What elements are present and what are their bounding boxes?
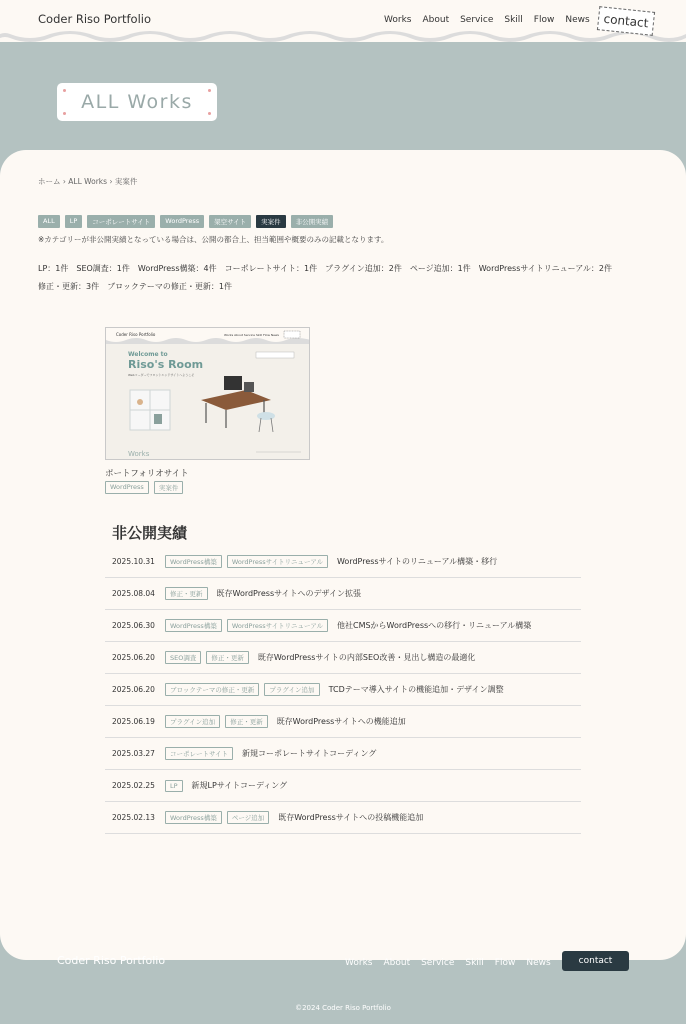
copyright: ©2024 Coder Riso Portfolio: [295, 1004, 391, 1012]
row-tag: ブロックテーマの修正・更新: [165, 683, 259, 696]
private-work-row: [105, 706, 581, 738]
row-date: 2025.06.20: [112, 653, 155, 662]
nav-item-flow[interactable]: Flow: [533, 15, 555, 25]
row-date: 2025.03.27: [112, 749, 155, 758]
row-tag: 修正・更新: [225, 715, 268, 728]
private-works-heading: 非公開実績: [112, 524, 188, 542]
private-work-row: [105, 738, 581, 770]
row-tag: 修正・更新: [206, 651, 249, 664]
footer-nav-skill[interactable]: Skill: [465, 958, 484, 968]
decor-dot: [208, 112, 211, 115]
category-tag-wordpress[interactable]: WordPress: [160, 215, 204, 228]
breadcrumb: [38, 176, 137, 187]
footer-nav-news[interactable]: News: [526, 958, 551, 968]
category-tag-fictional[interactable]: 架空サイト: [209, 215, 251, 228]
row-description: 既存WordPressサイトへの投稿機能追加: [278, 813, 424, 822]
row-tag: WordPressサイトリニューアル: [227, 619, 328, 632]
work-thumbnail-image: [106, 328, 310, 460]
row-tag: コーポレートサイト: [165, 747, 233, 760]
row-tag: 修正・更新: [165, 587, 208, 600]
private-work-row: [105, 674, 581, 706]
row-tag: ページ追加: [227, 811, 269, 824]
private-work-row: [105, 578, 581, 610]
row-description: 新規コーポレートサイトコーディング: [242, 749, 377, 758]
category-note: ※カテゴリーが非公開実績となっている場合は、公開の都合上、担当範囲や概要のみの記載となります。: [38, 235, 389, 244]
header-wave-divider: [0, 30, 686, 50]
work-title[interactable]: ポートフォリオサイト: [105, 469, 189, 479]
thumb-logo: Coder Riso Portfolio: [116, 332, 156, 337]
row-description: WordPressサイトのリニューアル構築・移行: [336, 557, 498, 566]
thumb-welcome: Welcome to: [128, 351, 168, 358]
breadcrumb-works[interactable]: ALL Works: [68, 177, 108, 186]
decor-dot: [63, 112, 66, 115]
row-tag: プラグイン追加: [264, 683, 319, 696]
nav-item-skill[interactable]: Skill: [504, 15, 523, 25]
row-tag: LP: [165, 780, 183, 792]
nav-item-about[interactable]: About: [422, 15, 450, 25]
header-contact-button[interactable]: contact: [597, 6, 655, 36]
footer-logo[interactable]: Coder Riso Portfolio: [57, 954, 166, 967]
chevron-right-icon: ›: [109, 177, 115, 186]
main-nav: [384, 15, 601, 25]
category-tag-lp[interactable]: LP: [65, 215, 83, 228]
row-description: 新規LPサイトコーディング: [191, 781, 288, 790]
nav-item-news[interactable]: News: [565, 15, 590, 25]
row-tag: WordPress構築: [165, 619, 222, 632]
work-tags: [105, 481, 183, 494]
thumb-room: Riso's Room: [128, 358, 204, 371]
row-date: 2025.06.20: [112, 685, 155, 694]
breadcrumb-home[interactable]: ホーム: [38, 177, 61, 186]
row-tag: WordPress構築: [165, 811, 222, 824]
site-logo[interactable]: Coder Riso Portfolio: [38, 12, 152, 26]
footer-nav-service[interactable]: Service: [421, 958, 455, 968]
svg-text:Works About Service Skill Flow: Works About Service Skill Flow News: [224, 333, 279, 337]
work-thumbnail[interactable]: [105, 327, 310, 460]
category-tag-private[interactable]: 非公開実績: [291, 215, 334, 228]
row-tag: SEO調査: [165, 651, 201, 664]
private-work-row: [105, 770, 581, 802]
thumb-sub: Webコーダーでフロントエンドサイトへようこそ: [128, 373, 195, 377]
page-title-text: ALL Works: [81, 91, 193, 113]
private-work-row: [105, 642, 581, 674]
row-description: 既存WordPressサイトの内部SEO改善・見出し構造の最適化: [257, 653, 476, 662]
footer-nav: [345, 958, 562, 968]
private-work-row: [105, 546, 581, 578]
row-description: 既存WordPressサイトへの機能追加: [276, 717, 406, 726]
decor-dot: [63, 89, 66, 92]
private-work-row: [105, 610, 581, 642]
row-date: 2025.06.19: [112, 717, 155, 726]
category-tag-real-project[interactable]: 実案件: [256, 215, 286, 228]
page-title: [57, 83, 217, 121]
row-date: 2025.02.25: [112, 781, 155, 790]
row-description: TCDテーマ導入サイトの機能追加・デザイン調整: [328, 685, 504, 694]
chevron-right-icon: ›: [62, 177, 69, 186]
footer-contact-button[interactable]: contact: [562, 951, 629, 971]
category-tag-all[interactable]: ALL: [38, 215, 60, 228]
private-works-list: [105, 546, 581, 834]
footer-nav-works[interactable]: Works: [345, 958, 373, 968]
footer-nav-about[interactable]: About: [383, 958, 411, 968]
category-counts-line: 修正・更新：3件 ブロックテーマの修正・更新：1件: [38, 282, 233, 291]
row-date: 2025.02.13: [112, 813, 155, 822]
work-tag: WordPress: [105, 481, 149, 494]
category-counts-line: LP：1件 SEO調査：1件 WordPress構築：4件 コーポレートサイト：1件 プラグイン追加：2件 ページ追加：1件 WordPressサイトリニューアル：2件: [38, 264, 613, 273]
private-work-row: [105, 802, 581, 834]
decor-dot: [208, 89, 211, 92]
footer-nav-flow[interactable]: Flow: [494, 958, 516, 968]
nav-item-service[interactable]: Service: [460, 15, 494, 25]
row-tag: プラグイン追加: [165, 715, 220, 728]
row-description: 他社CMSからWordPressへの移行・リニューアル構築: [336, 621, 532, 630]
breadcrumb-current: 実案件: [114, 177, 138, 186]
row-date: 2025.10.31: [112, 557, 155, 566]
row-tag: WordPress構築: [165, 555, 222, 568]
thumb-works: Works: [128, 450, 150, 458]
nav-item-works[interactable]: Works: [384, 15, 412, 25]
row-description: 既存WordPressサイトへのデザイン拡張: [216, 589, 361, 598]
category-filter: [38, 215, 333, 228]
row-date: 2025.06.30: [112, 621, 155, 630]
row-tag: WordPressサイトリニューアル: [227, 555, 328, 568]
category-tag-corporate[interactable]: コーポレートサイト: [87, 215, 155, 228]
work-tag: 実案件: [154, 481, 184, 494]
category-counts: [38, 260, 648, 296]
row-date: 2025.08.04: [112, 589, 155, 598]
